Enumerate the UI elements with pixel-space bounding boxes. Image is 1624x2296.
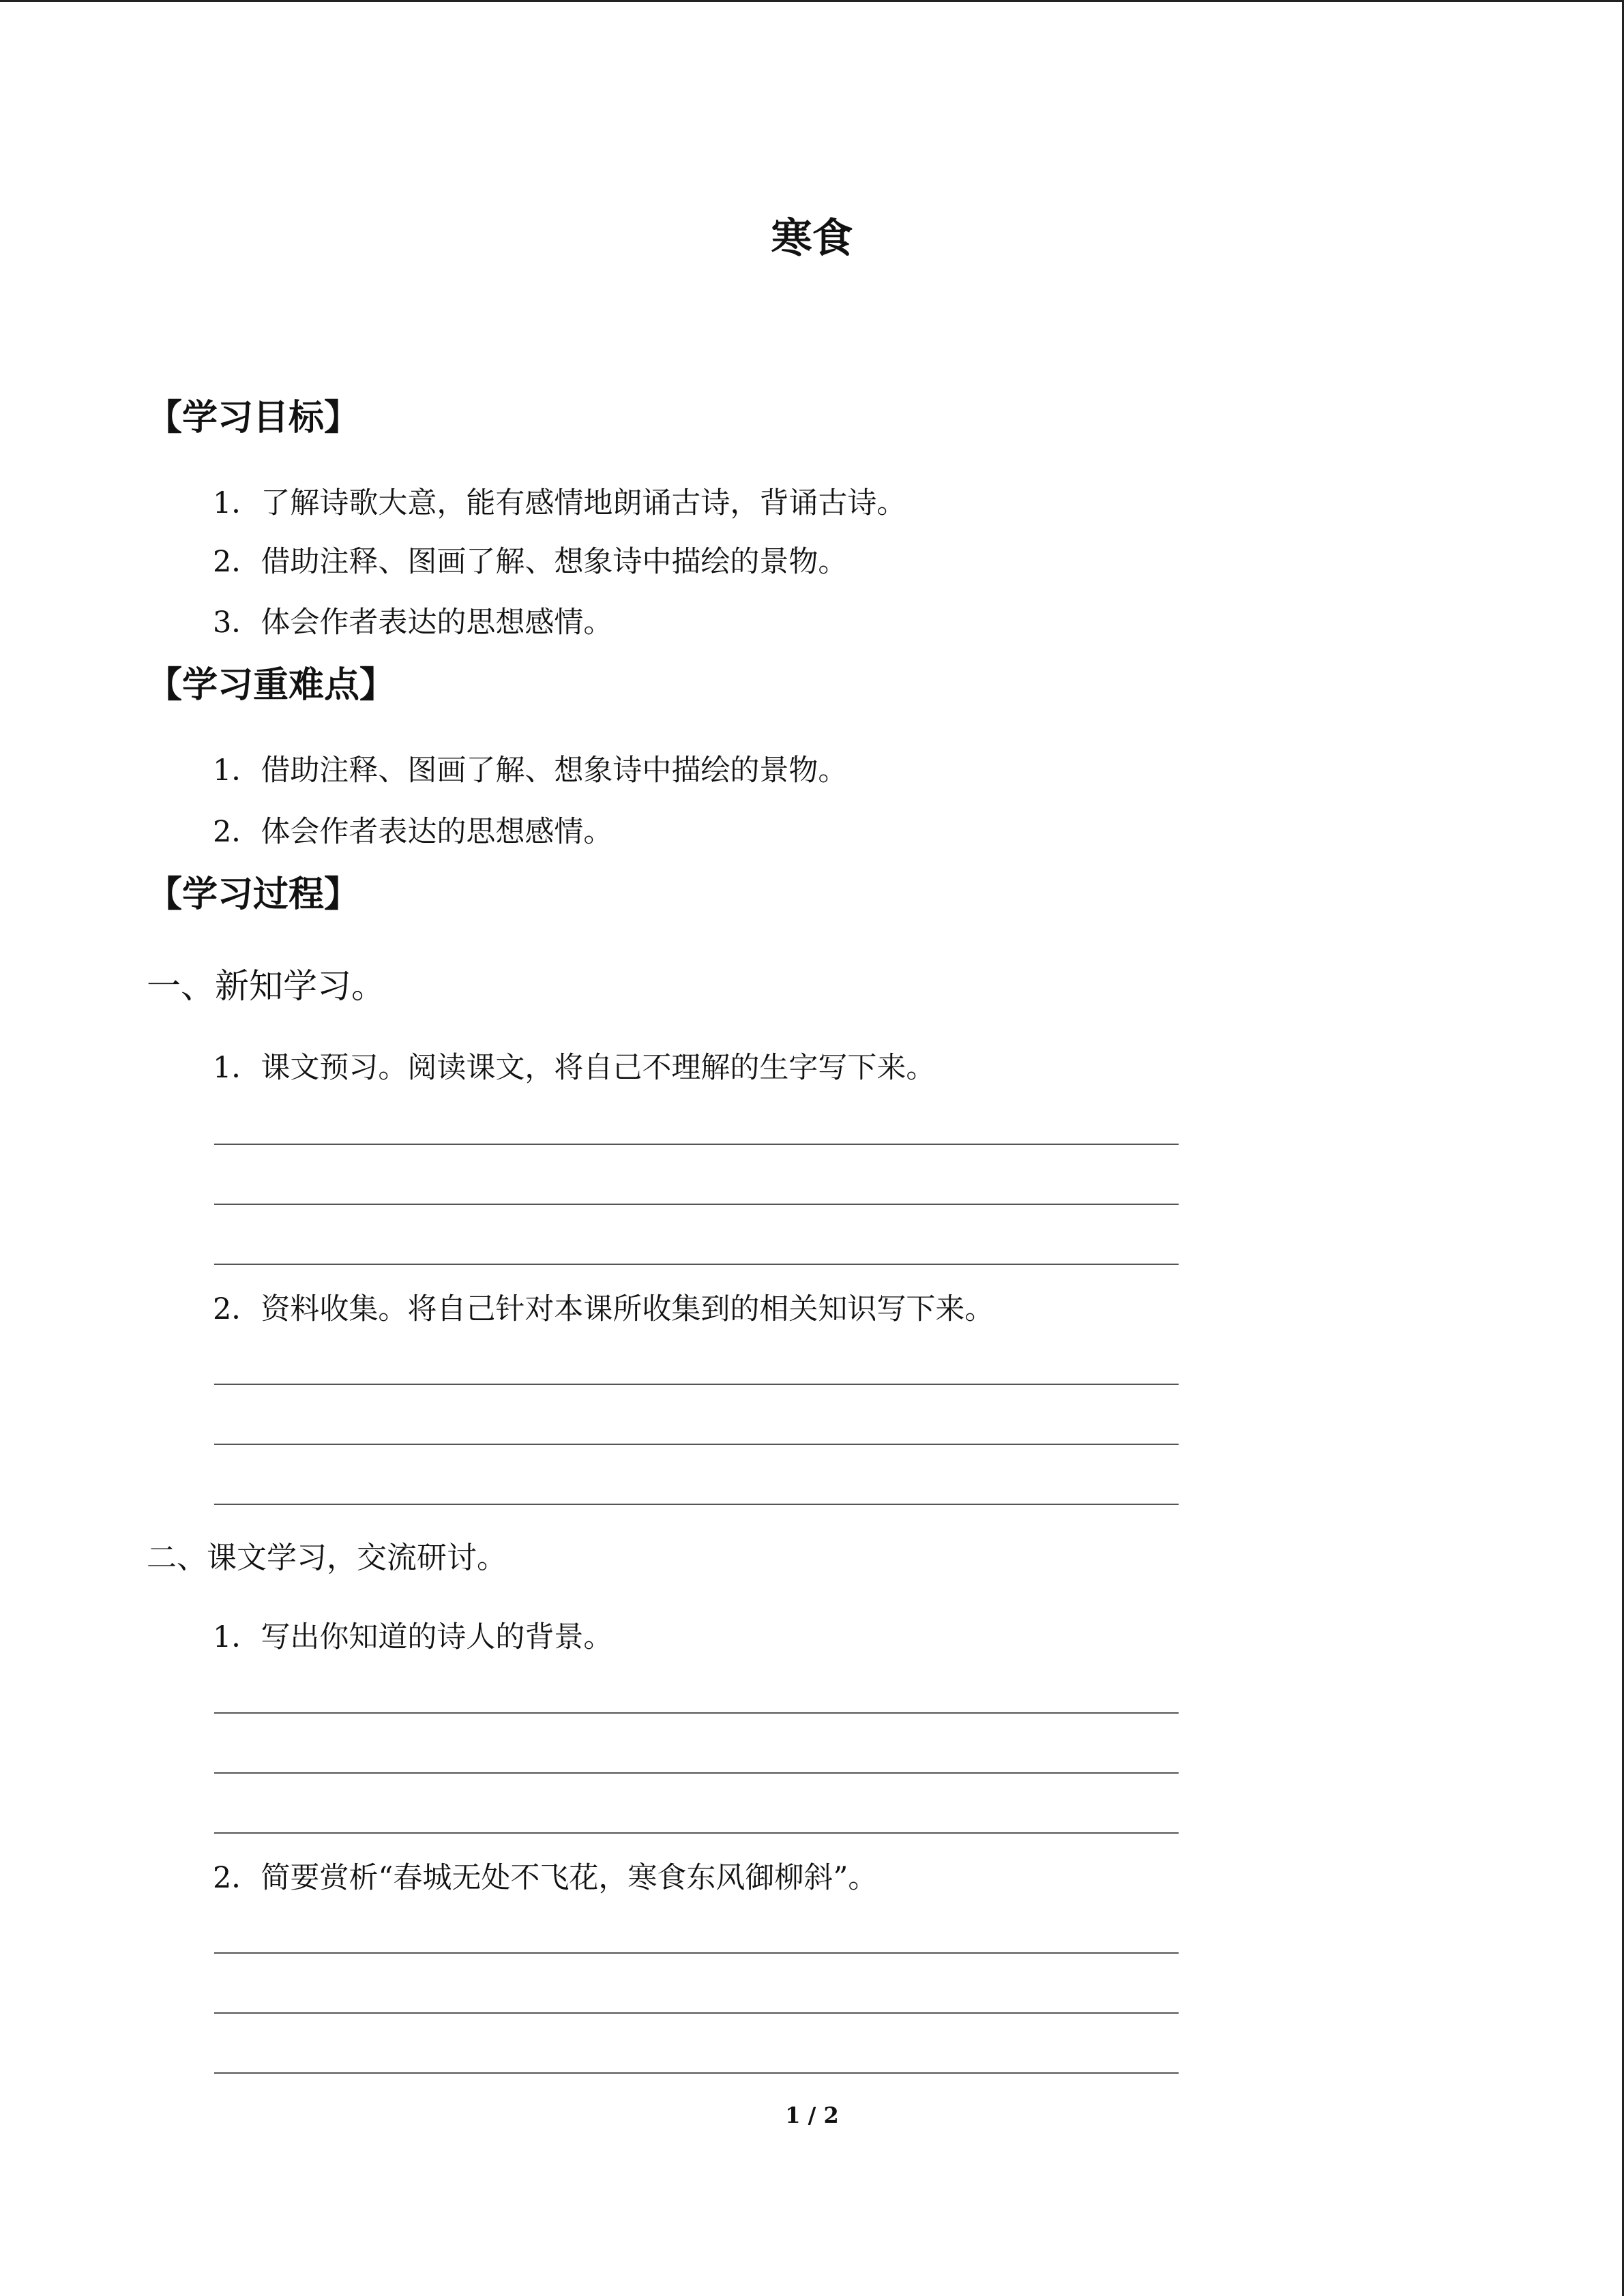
objective-item-2: 2．借助注释、图画了解、想象诗中描绘的景物。 — [213, 545, 848, 579]
answer-line[interactable] — [214, 1144, 1179, 1145]
answer-line[interactable] — [214, 1952, 1179, 1954]
key-points-heading: 【学习重难点】 — [147, 665, 396, 706]
objective-item-3: 3．体会作者表达的思想感情。 — [213, 606, 613, 640]
part1-item-2: 2．资料收集。将自己针对本课所收集到的相关知识写下来。 — [213, 1292, 994, 1326]
part1-item-1: 1．课文预习。阅读课文，将自己不理解的生字写下来。 — [213, 1051, 936, 1085]
answer-line[interactable] — [214, 1832, 1179, 1834]
answer-line[interactable] — [214, 1504, 1179, 1505]
key-point-item-1: 1．借助注释、图画了解、想象诗中描绘的景物。 — [213, 754, 848, 788]
part2-heading: 二、课文学习，交流研讨。 — [147, 1540, 507, 1575]
objective-item-1: 1．了解诗歌大意，能有感情地朗诵古诗，背诵古诗。 — [213, 486, 906, 520]
answer-line[interactable] — [214, 1712, 1179, 1714]
process-heading: 【学习过程】 — [147, 874, 360, 915]
part2-item-1: 1．写出你知道的诗人的背景。 — [213, 1620, 613, 1654]
page-number: 1 / 2 — [785, 2102, 839, 2128]
answer-line[interactable] — [214, 1772, 1179, 1774]
key-point-item-2: 2．体会作者表达的思想感情。 — [213, 815, 613, 849]
document-title: 寒食 — [771, 215, 853, 263]
answer-line[interactable] — [214, 2072, 1179, 2074]
page-border-top — [0, 0, 1624, 2]
part1-heading: 一、新知学习。 — [147, 966, 385, 1006]
objectives-heading: 【学习目标】 — [147, 398, 360, 438]
answer-line[interactable] — [214, 1444, 1179, 1445]
answer-line[interactable] — [214, 1204, 1179, 1205]
part2-item-2: 2．简要赏析“春城无处不飞花，寒食东风御柳斜”。 — [213, 1861, 878, 1895]
answer-line[interactable] — [214, 2012, 1179, 2014]
answer-line[interactable] — [214, 1264, 1179, 1265]
answer-line[interactable] — [214, 1384, 1179, 1385]
